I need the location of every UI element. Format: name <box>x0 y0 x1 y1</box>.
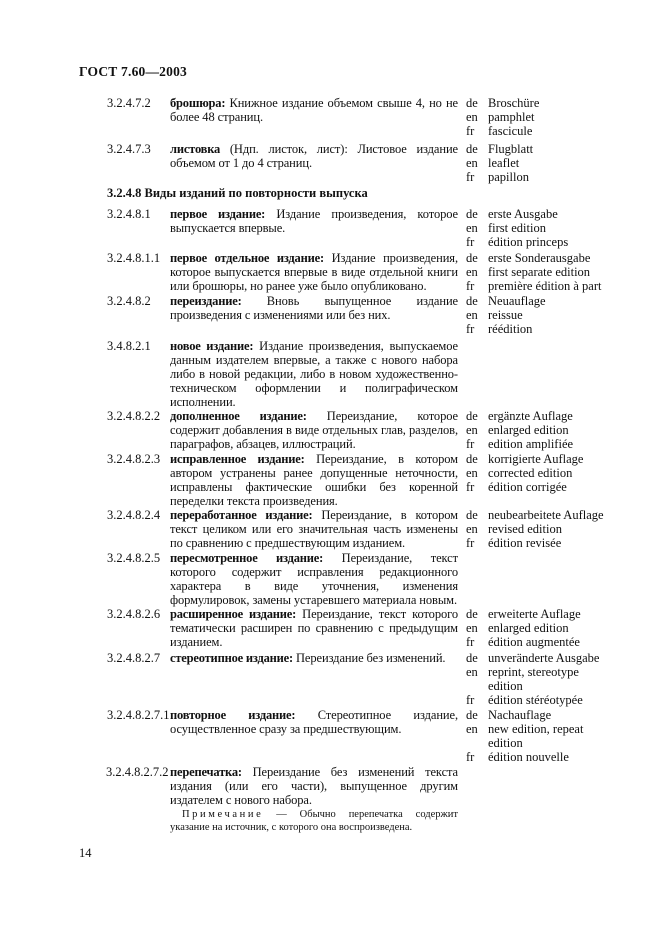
entry-term: переработанное издание: <box>170 508 313 522</box>
lang-code: de <box>466 651 478 665</box>
entry-term: пересмотренное издание: <box>170 551 324 565</box>
entry-term: первое отдельное издание: <box>170 251 324 265</box>
entry-term: исправленное издание: <box>170 452 305 466</box>
entry-number: 3.2.4.8.2.7.2 <box>106 765 169 779</box>
equivalent-term: édition nouvelle <box>488 750 569 764</box>
foreign-equivalents <box>466 508 616 550</box>
entry-term: первое издание: <box>170 207 266 221</box>
entry-term: перепечатка: <box>170 765 242 779</box>
lang-code: fr <box>466 437 475 451</box>
equivalent-fr <box>466 170 616 184</box>
equivalent-term: revised edition <box>488 522 562 536</box>
equivalent-term: papillon <box>488 170 529 184</box>
lang-code: de <box>466 142 478 156</box>
equivalent-term: erste Sonderausgabe <box>488 251 591 265</box>
foreign-equivalents <box>466 96 616 138</box>
equivalent-term: enlarged edition <box>488 423 569 437</box>
entry-text: Издание произведения, которое выпускается впервые. <box>170 207 458 235</box>
entry-text: Книжное издание объемом свыше 4, но не более 48 страниц. <box>170 96 458 124</box>
lang-code: de <box>466 294 478 308</box>
lang-code: en <box>466 221 478 235</box>
note-body: — Обычно перепечатка содержит указание на источник, с которого она воспроизведена. <box>170 809 458 833</box>
equivalent-term: first separate edition <box>488 265 591 279</box>
equivalent-fr <box>466 437 616 451</box>
entry-number: 3.2.4.8.2 <box>107 294 151 308</box>
foreign-equivalents <box>466 294 616 336</box>
equivalent-en <box>466 110 616 124</box>
lang-code: en <box>466 621 478 635</box>
equivalent-term: pamphlet <box>488 110 535 124</box>
equivalent-en <box>466 221 616 235</box>
lang-code: de <box>466 251 478 265</box>
equivalent-term: korrigierte Auflage <box>488 452 584 466</box>
lang-code: fr <box>466 170 475 184</box>
entry-number: 3.2.4.8.1 <box>107 207 151 221</box>
equivalent-term: unveränderte Ausgabe <box>488 651 600 665</box>
entry-text: Стереотипное издание, осуществленное сразу за предшествующим. <box>170 708 458 736</box>
lang-code: de <box>466 708 478 722</box>
entry-term: переиздание: <box>170 294 242 308</box>
entry-term: повторное издание: <box>170 708 296 722</box>
entry-text: Переиздание, текст которого содержит исправления редакционного характера в виде уточнения, изменения формулировок, замены устаревшего материала новым. <box>170 551 458 607</box>
equivalent-de <box>466 708 616 722</box>
equivalent-en <box>466 265 616 279</box>
lang-code: fr <box>466 124 475 138</box>
equivalent-en <box>466 156 616 170</box>
foreign-equivalents <box>466 207 616 249</box>
equivalent-fr <box>466 693 616 707</box>
entry-number: 3.2.4.8.2.7 <box>107 651 161 665</box>
equivalent-de <box>466 142 616 156</box>
entry-definition <box>170 452 458 508</box>
entry-number: 3.2.4.8.2.4 <box>107 508 161 522</box>
lang-code: fr <box>466 279 475 293</box>
lang-code: en <box>466 308 478 322</box>
entry-term: расширенное издание: <box>170 607 297 621</box>
equivalent-en <box>466 665 616 693</box>
equivalent-de <box>466 409 616 423</box>
equivalent-term: Broschüre <box>488 96 540 110</box>
equivalent-term: enlarged edition <box>488 621 569 635</box>
foreign-equivalents <box>466 251 616 293</box>
entry-text: Переиздание, которое содержит добавления в виде отдельных глав, разделов, параграфов, абзацев, иллюстраций. <box>170 409 458 451</box>
entry-term: брошюра: <box>170 96 226 110</box>
lang-code: de <box>466 607 478 621</box>
equivalent-term: Nachauflage <box>488 708 552 722</box>
equivalent-term: édition corrigée <box>488 480 567 494</box>
entry-term: новое издание: <box>170 339 254 353</box>
equivalent-fr <box>466 536 616 550</box>
entry-definition <box>170 651 458 665</box>
equivalent-fr <box>466 480 616 494</box>
equivalent-de <box>466 294 616 308</box>
entry-term: дополненное издание: <box>170 409 307 423</box>
entry-number: 3.2.4.7.3 <box>107 142 151 156</box>
equivalent-term: reprint, stereotype edition <box>488 665 579 693</box>
entry-definition <box>170 765 458 807</box>
entry-text: Переиздание без изменений. <box>292 651 446 665</box>
lang-code: en <box>466 722 478 736</box>
entry-term: листовка <box>170 142 221 156</box>
lang-code: de <box>466 452 478 466</box>
equivalent-term: erweiterte Auflage <box>488 607 581 621</box>
equivalent-term: leaflet <box>488 156 520 170</box>
equivalent-en <box>466 722 616 750</box>
entry-definition <box>170 339 458 409</box>
entry-definition <box>170 294 458 322</box>
entry-term: стереотипное издание: <box>170 651 293 665</box>
equivalent-term: corrected edition <box>488 466 573 480</box>
standard-id: ГОСТ 7.60—2003 <box>79 64 187 79</box>
equivalent-de <box>466 508 616 522</box>
equivalent-de <box>466 96 616 110</box>
entry-text: Вновь выпущенное издание произведения с изменениями или без них. <box>170 294 458 322</box>
equivalent-en <box>466 466 616 480</box>
foreign-equivalents <box>466 651 616 707</box>
equivalent-term: première édition à part <box>488 279 602 293</box>
equivalent-de <box>466 207 616 221</box>
entry-number: 3.2.4.8.2.6 <box>107 607 161 621</box>
entry-number: 3.2.4.8.2.2 <box>107 409 161 423</box>
lang-code: de <box>466 96 478 110</box>
equivalent-fr <box>466 235 616 249</box>
equivalent-term: reissue <box>488 308 523 322</box>
entry-number: 3.2.4.8.2.3 <box>107 452 161 466</box>
equivalent-en <box>466 621 616 635</box>
entry-definition <box>170 409 458 451</box>
equivalent-fr <box>466 124 616 138</box>
entry-definition <box>170 508 458 550</box>
entry-definition <box>170 142 458 170</box>
foreign-equivalents <box>466 452 616 494</box>
foreign-equivalents <box>466 607 616 649</box>
lang-code: fr <box>466 322 475 336</box>
equivalent-de <box>466 651 616 665</box>
entry-definition <box>170 708 458 736</box>
equivalent-term: édition princeps <box>488 235 569 249</box>
lang-code: fr <box>466 480 475 494</box>
entry-text: Переиздание, в котором текст целиком или его значительная часть изменены по сравнению с предшествующим изданием. <box>170 508 458 550</box>
equivalent-fr <box>466 279 616 293</box>
entry-text: Издание произведения, выпускаемое данным издателем впервые, а также с нового набора либо в новой редакции, либо в новом художественно-техническом оформлении и полиграфическом исполнении. <box>170 339 458 409</box>
entry-definition <box>170 607 458 649</box>
lang-code: fr <box>466 750 475 764</box>
foreign-equivalents <box>466 708 616 764</box>
equivalent-fr <box>466 322 616 336</box>
equivalent-term: Flugblatt <box>488 142 534 156</box>
equivalent-term: édition revisée <box>488 536 562 550</box>
equivalent-en <box>466 522 616 536</box>
lang-code: fr <box>466 235 475 249</box>
lang-code: de <box>466 409 478 423</box>
equivalent-term: first edition <box>488 221 546 235</box>
entry-text: (Ндп. листок, лист): Листовое издание объемом от 1 до 4 страниц. <box>170 142 458 170</box>
lang-code: de <box>466 508 478 522</box>
equivalent-en <box>466 308 616 322</box>
equivalent-term: Neuauflage <box>488 294 546 308</box>
equivalent-de <box>466 251 616 265</box>
entry-definition <box>170 96 458 124</box>
foreign-equivalents <box>466 409 616 451</box>
equivalent-fr <box>466 750 616 764</box>
lang-code: en <box>466 110 478 124</box>
equivalent-term: édition stéréotypée <box>488 693 583 707</box>
note-text <box>170 808 458 834</box>
entry-text: Переиздание, текст которого тематически расширен по сравнению с предыдущим изданием. <box>170 607 458 649</box>
entry-text: Издание произведения, которое выпускается впервые в виде отдельной книги или брошюры, но ранее уже было опубликовано. <box>170 251 458 293</box>
entry-text: Переиздание без изменений текста издания (или его части), выпущенное другим издателем с нового набора. <box>170 765 458 807</box>
equivalent-en <box>466 423 616 437</box>
entry-text: Переиздание, в котором автором устранены ранее допущенные неточности, исправлены фактические ошибки без коренной переделки текста произведения. <box>170 452 458 508</box>
equivalent-term: new edition, repeat edition <box>488 722 584 750</box>
lang-code: fr <box>466 536 475 550</box>
lang-code: fr <box>466 693 475 707</box>
lang-code: en <box>466 466 478 480</box>
equivalent-term: edition amplifiée <box>488 437 574 451</box>
section-title: 3.2.4.8 Виды изданий по повторности выпуска <box>107 186 368 200</box>
lang-code: en <box>466 423 478 437</box>
equivalent-term: fascicule <box>488 124 533 138</box>
lang-code: en <box>466 156 478 170</box>
entry-number: 3.2.4.8.2.7.1 <box>107 708 170 722</box>
equivalent-fr <box>466 635 616 649</box>
lang-code: de <box>466 207 478 221</box>
lang-code: en <box>466 265 478 279</box>
equivalent-de <box>466 452 616 466</box>
page-number: 14 <box>79 846 92 860</box>
entry-definition <box>170 551 458 607</box>
lang-code: en <box>466 665 478 679</box>
entry-number: 3.2.4.8.2.5 <box>107 551 161 565</box>
lang-code: fr <box>466 635 475 649</box>
entry-number: 3.2.4.7.2 <box>107 96 151 110</box>
entry-definition <box>170 207 458 235</box>
entry-number: 3.4.8.2.1 <box>107 339 151 353</box>
lang-code: en <box>466 522 478 536</box>
entry-definition <box>170 251 458 293</box>
equivalent-term: réédition <box>488 322 533 336</box>
foreign-equivalents <box>466 142 616 184</box>
note-label: Примечание <box>182 809 264 820</box>
equivalent-term: neubearbeitete Auflage <box>488 508 604 522</box>
equivalent-term: édition augmentée <box>488 635 580 649</box>
equivalent-de <box>466 607 616 621</box>
equivalent-term: ergänzte Auflage <box>488 409 573 423</box>
equivalent-term: erste Ausgabe <box>488 207 558 221</box>
entry-number: 3.2.4.8.1.1 <box>107 251 161 265</box>
